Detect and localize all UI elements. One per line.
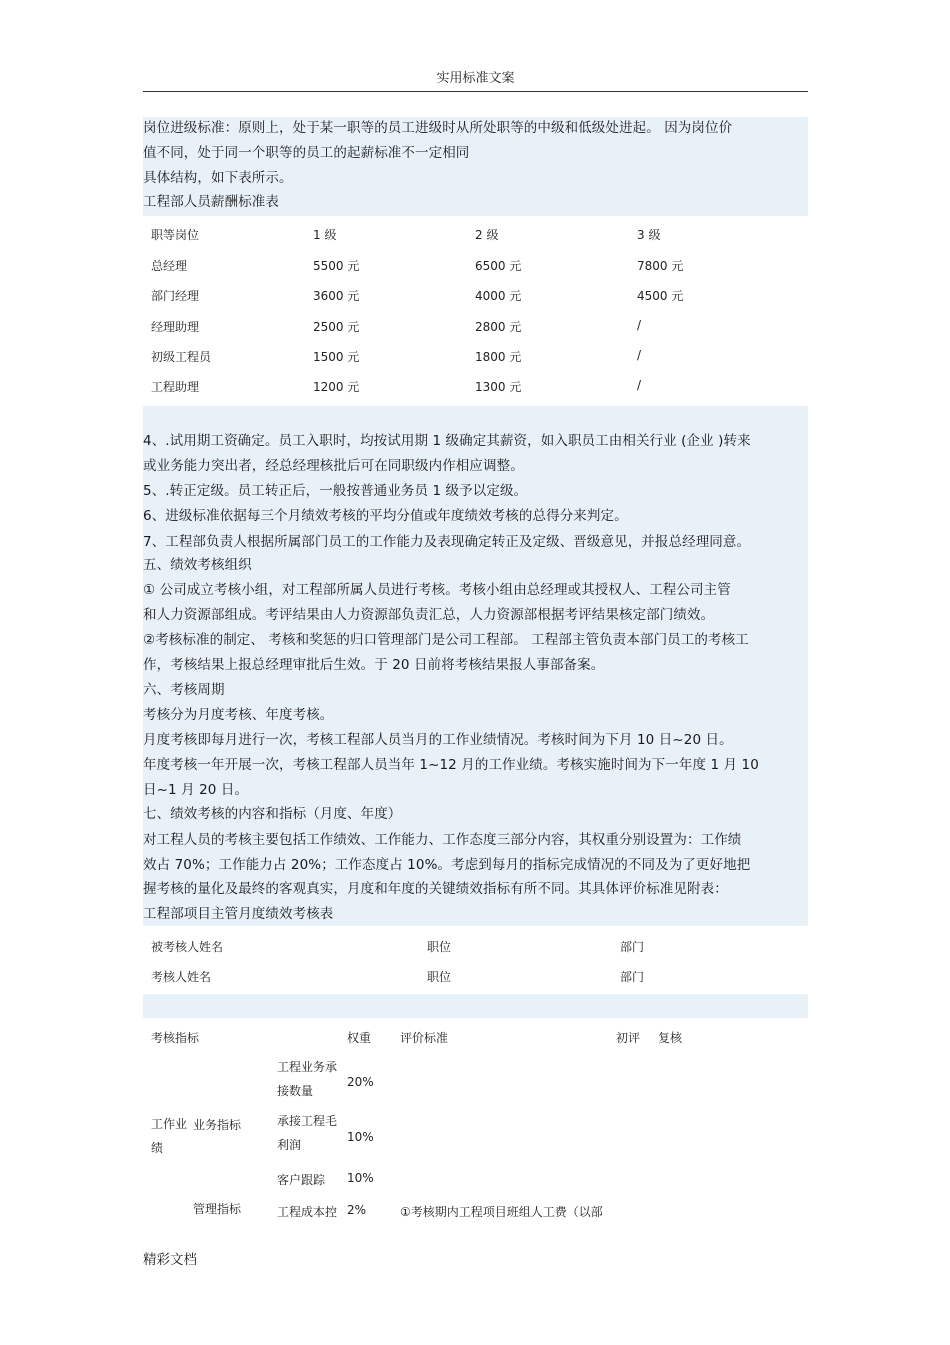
body-line: 7、工程部负责人根据所属部门员工的工作能力及表现确定转正及定级、晋级意见，并报总经理同意。 (143, 534, 751, 550)
salary-header-cell: 1 级 (313, 228, 337, 242)
salary-header-cell: 2 级 (475, 228, 499, 242)
kpi-category: 工作业绩 (151, 1117, 188, 1155)
body-line: 对工程人员的考核主要包括工作绩效、工作能力、工作态度三部分内容，其权重分别设置为：工作绩 (143, 832, 742, 848)
salary-cell: 部门经理 (151, 289, 200, 303)
kpi-table-title: 工程部项目主管月度绩效考核表 (143, 906, 334, 922)
body-line: 或业务能力突出者，经总经理核批后可在同职级内作相应调整。 (143, 458, 524, 474)
department-label: 部门 (620, 940, 645, 954)
body-line: 和人力资源部组成。考评结果由人力资源部负责汇总，人力资源部根据考评结果核定部门绩效。 (143, 607, 715, 623)
kpi-item-name: 工程成本控 (277, 1205, 338, 1219)
kpi-item-name: 承接工程毛利润 (277, 1114, 338, 1152)
body-line: 作，考核结果上报总经理审批后生效。于 20 日前将考核结果报人事部备案。 (143, 657, 605, 673)
kpi-item-name: 工程业务承接数量 (277, 1060, 338, 1098)
salary-header-cell: 3 级 (637, 228, 661, 242)
salary-cell: 4500 元 (637, 289, 684, 303)
salary-cell: / (637, 348, 642, 362)
section-heading: 五、绩效考核组织 (143, 557, 252, 573)
body-line: 6、进级标准依据每三个月绩效考核的平均分值或年度绩效考核的总得分来判定。 (143, 508, 628, 524)
salary-cell: 5500 元 (313, 259, 360, 273)
department-label: 部门 (620, 970, 645, 984)
body-line: 年度考核一年开展一次，考核工程部人员当年 1~12 月的工作业绩。考核实施时间为下一年度 1 月 10 (143, 757, 759, 773)
kpi-header-criteria: 评价标准 (400, 1031, 449, 1045)
section-heading: 七、绩效考核的内容和指标（月度、年度） (143, 806, 402, 822)
intro-paragraph: 岗位进级标准：原则上，处于某一职等的员工进级时从所处职等的中级和低级处进起。 因为岗位价 (143, 120, 733, 136)
kpi-item-weight: 10% (347, 1130, 374, 1144)
body-line: 考核分为月度考核、年度考核。 (143, 707, 334, 723)
kpi-item-weight: 2% (347, 1203, 367, 1217)
intro-paragraph: 值不同，处于同一个职等的员工的起薪标准不一定相同 (143, 145, 470, 161)
assessee-name-label: 被考核人姓名 (151, 940, 224, 954)
salary-cell: 总经理 (151, 259, 188, 273)
highlight-band (143, 994, 808, 1018)
salary-cell: 4000 元 (475, 289, 522, 303)
kpi-header-initial: 初评 (616, 1031, 641, 1045)
salary-table-title: 工程部人员薪酬标准表 (143, 194, 279, 210)
position-label: 职位 (427, 970, 452, 984)
kpi-subcategory: 业务指标 (193, 1118, 242, 1132)
salary-header-cell: 职等岗位 (151, 228, 200, 242)
kpi-header-weight: 权重 (347, 1031, 372, 1045)
header-divider (143, 91, 808, 92)
salary-cell: 1800 元 (475, 350, 522, 364)
salary-cell: 1500 元 (313, 350, 360, 364)
kpi-header-review: 复核 (658, 1031, 683, 1045)
kpi-item-name: 客户跟踪 (277, 1173, 326, 1187)
kpi-item-criteria: ①考核期内工程项目班组人工费（以部 (400, 1205, 603, 1219)
kpi-item-weight: 20% (347, 1075, 374, 1089)
page-header-title: 实用标准文案 (436, 71, 515, 86)
body-line: ②考核标准的制定、 考核和奖惩的归口管理部门是公司工程部。 工程部主管负责本部门员工的考核工 (143, 632, 749, 648)
salary-cell: 7800 元 (637, 259, 684, 273)
salary-cell: 工程助理 (151, 380, 200, 394)
salary-cell: 2500 元 (313, 320, 360, 334)
salary-cell: 1300 元 (475, 380, 522, 394)
body-line: 月度考核即每月进行一次，考核工程部人员当月的工作业绩情况。考核时间为下月 10 日~20 日。 (143, 732, 733, 748)
salary-cell: / (637, 318, 642, 332)
assessor-name-label: 考核人姓名 (151, 970, 212, 984)
kpi-header-indicator: 考核指标 (151, 1031, 200, 1045)
kpi-item-weight: 10% (347, 1171, 374, 1185)
salary-cell: / (637, 378, 642, 392)
position-label: 职位 (427, 940, 452, 954)
salary-cell: 经理助理 (151, 320, 200, 334)
salary-cell: 6500 元 (475, 259, 522, 273)
body-line: 效占 70%；工作能力占 20%；工作态度占 10%。考虑到每月的指标完成情况的不同及为了更好地把 (143, 857, 751, 873)
salary-cell: 初级工程员 (151, 350, 212, 364)
body-line: 4、.试用期工资确定。员工入职时，均按试用期 1 级确定其薪资，如入职员工由相关行业 (企业 )转来 (143, 433, 751, 449)
section-heading: 六、考核周期 (143, 682, 225, 698)
salary-cell: 1200 元 (313, 380, 360, 394)
page-footer: 精彩文档 (143, 1252, 197, 1268)
intro-paragraph: 具体结构，如下表所示。 (143, 170, 293, 186)
salary-cell: 3600 元 (313, 289, 360, 303)
body-line: 5、.转正定级。员工转正后，一般按普通业务员 1 级予以定级。 (143, 483, 528, 499)
body-line: 日~1 月 20 日。 (143, 782, 249, 798)
kpi-subcategory: 管理指标 (193, 1202, 242, 1216)
body-line: ① 公司成立考核小组，对工程部所属人员进行考核。考核小组由总经理或其授权人、工程公司主管 (143, 582, 731, 598)
body-line: 握考核的量化及最终的客观真实，月度和年度的关键绩效指标有所不同。其具体评价标准见附表： (143, 881, 728, 897)
salary-cell: 2800 元 (475, 320, 522, 334)
